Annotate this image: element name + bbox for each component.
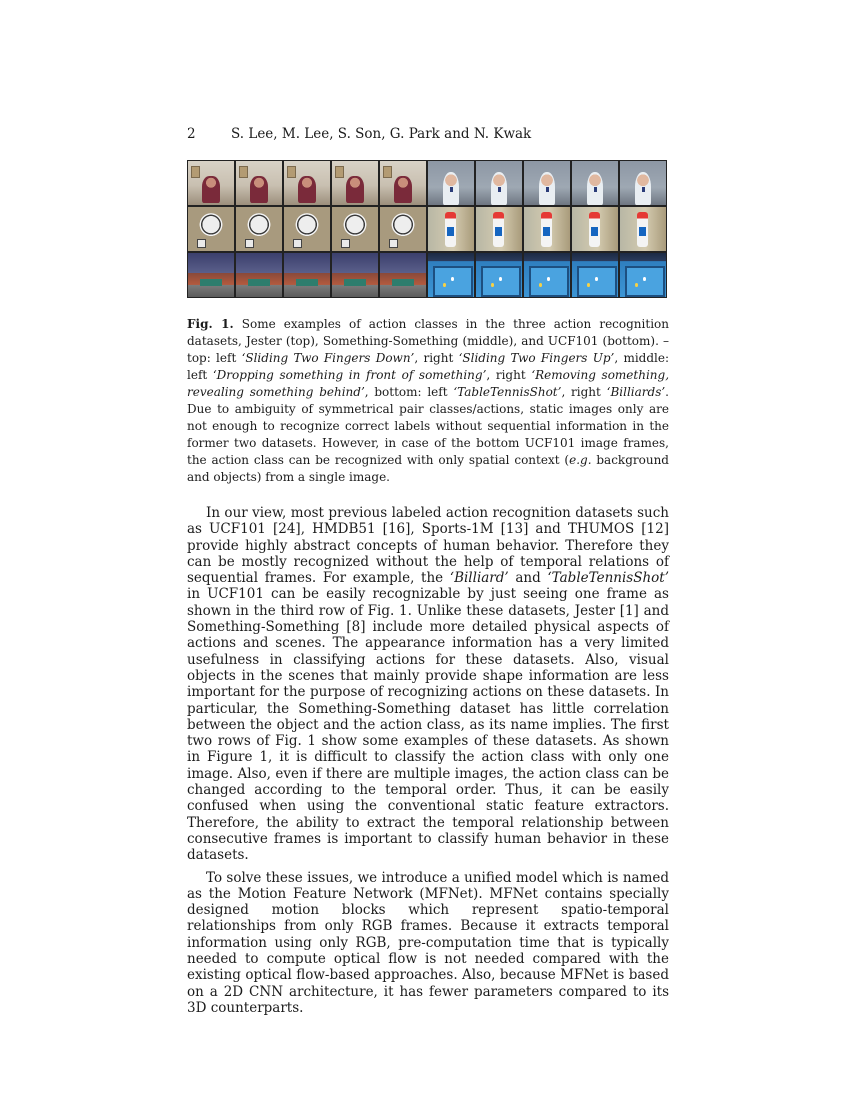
caption-text: , bottom: left	[364, 385, 454, 399]
ucf101-frame	[476, 253, 522, 297]
paragraph-1	[187, 505, 669, 864]
caption-label: Fig. 1.	[187, 317, 234, 331]
caption-text: . Due to ambiguity of symmetrical pair classes/actions, static images only are not enough to recognize correct labels without sequential information in the former two datasets. However, in case of the bottom UCF101 image frames, the action class can be recognized with only spatial context (	[187, 385, 669, 467]
caption-italic: ‘Sliding Two Fingers Down’	[241, 351, 415, 365]
caption-text: background and objects) from a single image.	[187, 453, 669, 484]
ucf101-frame	[572, 253, 618, 297]
jester-frame	[284, 161, 330, 205]
page-number: 2	[187, 126, 196, 142]
ucf101-frame	[284, 253, 330, 297]
paragraph-text: In our view, most previous labeled action recognition datasets such as UCF101 [24], HMDB51 [16], Sports-1M [13] and THUMOS [12] provide highly abstract concepts of human behavior. Therefore they can be mostly recognized without the help of temporal relations of sequential frames. For example, the	[187, 505, 669, 587]
caption-text: , right	[414, 351, 459, 365]
something-frame	[620, 207, 666, 251]
jester-frame	[188, 161, 234, 205]
jester-frame	[380, 161, 426, 205]
caption-italic: ‘Sliding Two Fingers Up’	[458, 351, 615, 365]
ucf101-frame	[188, 253, 234, 297]
caption-text: Some examples of action classes in the three action recognition datasets, Jester (top), Something-Something (middle), and UCF101 (bottom). – top: left	[187, 317, 669, 365]
caption-text: , right	[486, 368, 532, 382]
jester-frame	[476, 161, 522, 205]
jester-frame	[572, 161, 618, 205]
paragraph-italic: ‘Billiard’	[449, 570, 509, 587]
jester-frame	[428, 161, 474, 205]
caption-italic: e.g.	[569, 453, 592, 467]
something-frame	[188, 207, 234, 251]
jester-frame	[332, 161, 378, 205]
ucf101-frame	[380, 253, 426, 297]
paragraph-2: To solve these issues, we introduce a unified model which is named as the Motion Feature Network (MFNet). MFNet contains specially designed motion blocks which represent spatio-temporal relationships from only RGB frames. Because it extracts temporal information using only RGB, pre-computation time that is typically needed to compute optical flow is not needed compared with the existing optical flow-based approaches. Also, because MFNet is based on a 2D CNN architecture, it has fewer parameters compared to its 3D counterparts.	[187, 869, 669, 1016]
caption-italic: ‘Billiards’	[606, 385, 666, 399]
caption-italic: ‘TableTennisShot’	[453, 385, 562, 399]
figure-row-ucf101	[188, 253, 666, 297]
figure-row-jester	[188, 161, 666, 205]
caption-text: , right	[561, 385, 607, 399]
running-header	[187, 126, 531, 142]
jester-frame	[236, 161, 282, 205]
paragraph-text: in UCF101 can be easily recognizable by just seeing one frame as shown in the third row of Fig. 1. Unlike these datasets, Jester [1] and Something-Something [8] include more detailed physical aspects of actions and scenes. The appearance information has a very limited usefulness in classifying actions for these datasets. Also, visual objects in the scenes that mainly provide shape information are less important for the purpose of recognizing actions on these datasets. In particular, the Something-Something dataset has little correlation between the object and the action class, as its name implies. The first two rows of Fig. 1 show some examples of these datasets. As shown in Figure 1, it is difficult to classify the action class with only one image. Also, even if there are multiple images, the action class can be changed according to the temporal order. Thus, it can be easily confused when using the conventional static feature extractors. Therefore, the ability to extract the temporal relationship between consecutive frames is important to classify human behavior in these datasets.	[187, 586, 669, 864]
caption-italic: ‘Removing something, revealing something behind’	[187, 368, 670, 399]
paragraph-italic: ‘TableTennisShot’	[547, 570, 669, 587]
something-frame	[524, 207, 570, 251]
ucf101-frame	[620, 253, 666, 297]
something-frame	[236, 207, 282, 251]
something-frame	[428, 207, 474, 251]
body-text	[187, 505, 669, 1022]
something-frame	[476, 207, 522, 251]
figure-1-image-grid	[187, 160, 667, 298]
something-frame	[380, 207, 426, 251]
ucf101-frame	[428, 253, 474, 297]
paragraph-text: and	[508, 570, 548, 587]
ucf101-frame	[236, 253, 282, 297]
something-frame	[284, 207, 330, 251]
jester-frame	[524, 161, 570, 205]
something-frame	[332, 207, 378, 251]
figure-caption	[187, 316, 669, 486]
ucf101-frame	[524, 253, 570, 297]
figure-row-something-something	[188, 207, 666, 251]
caption-italic: ‘Dropping something in front of something’	[212, 368, 487, 382]
ucf101-frame	[332, 253, 378, 297]
something-frame	[572, 207, 618, 251]
header-authors: S. Lee, M. Lee, S. Son, G. Park and N. Kwak	[231, 126, 532, 142]
jester-frame	[620, 161, 666, 205]
caption-text: , middle: left	[187, 351, 670, 382]
